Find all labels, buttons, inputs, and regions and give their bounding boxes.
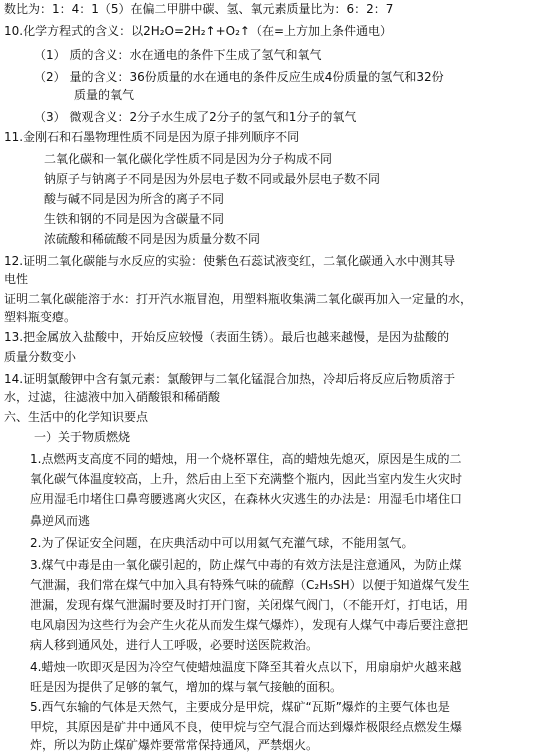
text-line: 旺是因为提供了足够的氧气，增加的煤与氧气接触的面积。 <box>30 680 343 694</box>
text-line: 电性 <box>4 272 29 286</box>
text-line: （2） 量的含义：36份质量的水在通电的条件反应生成4份质量的氢气和32份 <box>34 70 444 84</box>
section-10-heading: 10.化学方程式的含义：以2H₂O=2H₂↑+O₂↑（在=上方加上条件通电） <box>4 24 392 38</box>
text-line: 炸，所以为防止煤矿爆炸要常常保持通风，严禁烟火。 <box>30 738 319 752</box>
text-line: （1） 质的含义：水在通电的条件下生成了氢气和氧气 <box>34 48 322 62</box>
section-12-heading: 12.证明二氧化碳能与水反应的实验：使紫色石蕊试液变红，二氧化碳通入水中测其导 <box>4 254 456 268</box>
text-line: 病人移到通风处，进行人工呼吸，必要时送医院救治。 <box>30 638 319 652</box>
section-14-heading: 14.证明氯酸钾中含有氯元素：氯酸钾与二氧化锰混合加热，冷却后将反应后物质溶于 <box>4 372 456 386</box>
text-line: 生铁和钢的不同是因为含碳量不同 <box>44 212 225 226</box>
text-line: 5.西气东输的气体是天然气，主要成分是甲烷，煤矿“瓦斯”爆炸的主要气体也是 <box>30 700 450 714</box>
text-line: 塑料瓶变瘪。 <box>4 310 77 324</box>
text-line: 电风扇因为这些行为会产生火花从而发生煤气爆炸），发现有人煤气中毒后要注意把 <box>30 618 469 632</box>
text-line: 鼻逆风而逃 <box>30 514 91 528</box>
section-11-heading: 11.金刚石和石墨物理性质不同是因为原子排列顺序不同 <box>4 130 300 144</box>
text-line: 浓硫酸和稀硫酸不同是因为质量分数不同 <box>44 232 261 246</box>
text-line: 水，过滤，往滤液中加入硝酸银和稀硝酸 <box>4 390 221 404</box>
text-line: 应用湿毛巾堵住口鼻弯腰逃离火灾区，在森林火灾逃生的办法是：用湿毛巾堵住口 <box>30 492 463 506</box>
text-line: （3） 微观含义：2分子水生成了2分子的氢气和1分子的氧气 <box>34 110 357 124</box>
text-line: 泄漏，发现有煤气泄漏时要及时打开门窗，关闭煤气阀门，（不能开灯，打电话，用 <box>30 598 469 612</box>
text-line: 甲烷，其原因是矿井中通风不良，使甲烷与空气混合而达到爆炸极限经点燃发生爆 <box>30 720 463 734</box>
text-line: 4.蜡烛一吹即灭是因为冷空气使蜡烛温度下降至其着火点以下，用扇扇炉火越来越 <box>30 660 462 674</box>
text-line: 气泄漏，我们常在煤气中加入具有特殊气味的硫醇（C₂H₅SH）以便于知道煤气发生 <box>30 578 470 592</box>
chapter-6-heading: 六、生活中的化学知识要点 <box>4 410 149 424</box>
text-line: 质量分数变小 <box>4 350 77 364</box>
section-13-heading: 13.把金属放入盐酸中，开始反应较慢（表面生锈）。最后也越来越慢，是因为盐酸的 <box>4 330 450 344</box>
text-line: 数比为：1：4：1（5）在偏二甲肼中碳、氢、氧元素质量比为：6：2：7 <box>4 2 394 16</box>
text-line: 证明二氧化碳能溶于水：打开汽水瓶冒泡，用塑料瓶收集满二氧化碳再加入一定量的水， <box>4 292 473 306</box>
text-line: 3.煤气中毒是由一氧化碳引起的，防止煤气中毒的有效方法是注意通风，为防止煤 <box>30 558 462 572</box>
text-line: 1.点燃两支高度不同的蜡烛，用一个烧杯罩住，高的蜡烛先熄灭，原因是生成的二 <box>30 452 462 466</box>
text-line: 质量的氧气 <box>74 88 135 102</box>
subsection-heading: 一）关于物质燃烧 <box>34 430 131 444</box>
text-line: 氧化碳气体温度较高，上升，然后由上至下充满整个瓶内，因此当室内发生火灾时 <box>30 472 463 486</box>
text-line: 钠原子与钠离子不同是因为外层电子数不同或最外层电子数不同 <box>44 172 381 186</box>
text-line: 2.为了保证安全问题，在庆典活动中可以用氦气充灌气球，不能用氢气。 <box>30 536 414 550</box>
text-line: 二氧化碳和一氧化碳化学性质不同是因为分子构成不同 <box>44 152 333 166</box>
text-line: 酸与碱不同是因为所含的离子不同 <box>44 192 225 206</box>
